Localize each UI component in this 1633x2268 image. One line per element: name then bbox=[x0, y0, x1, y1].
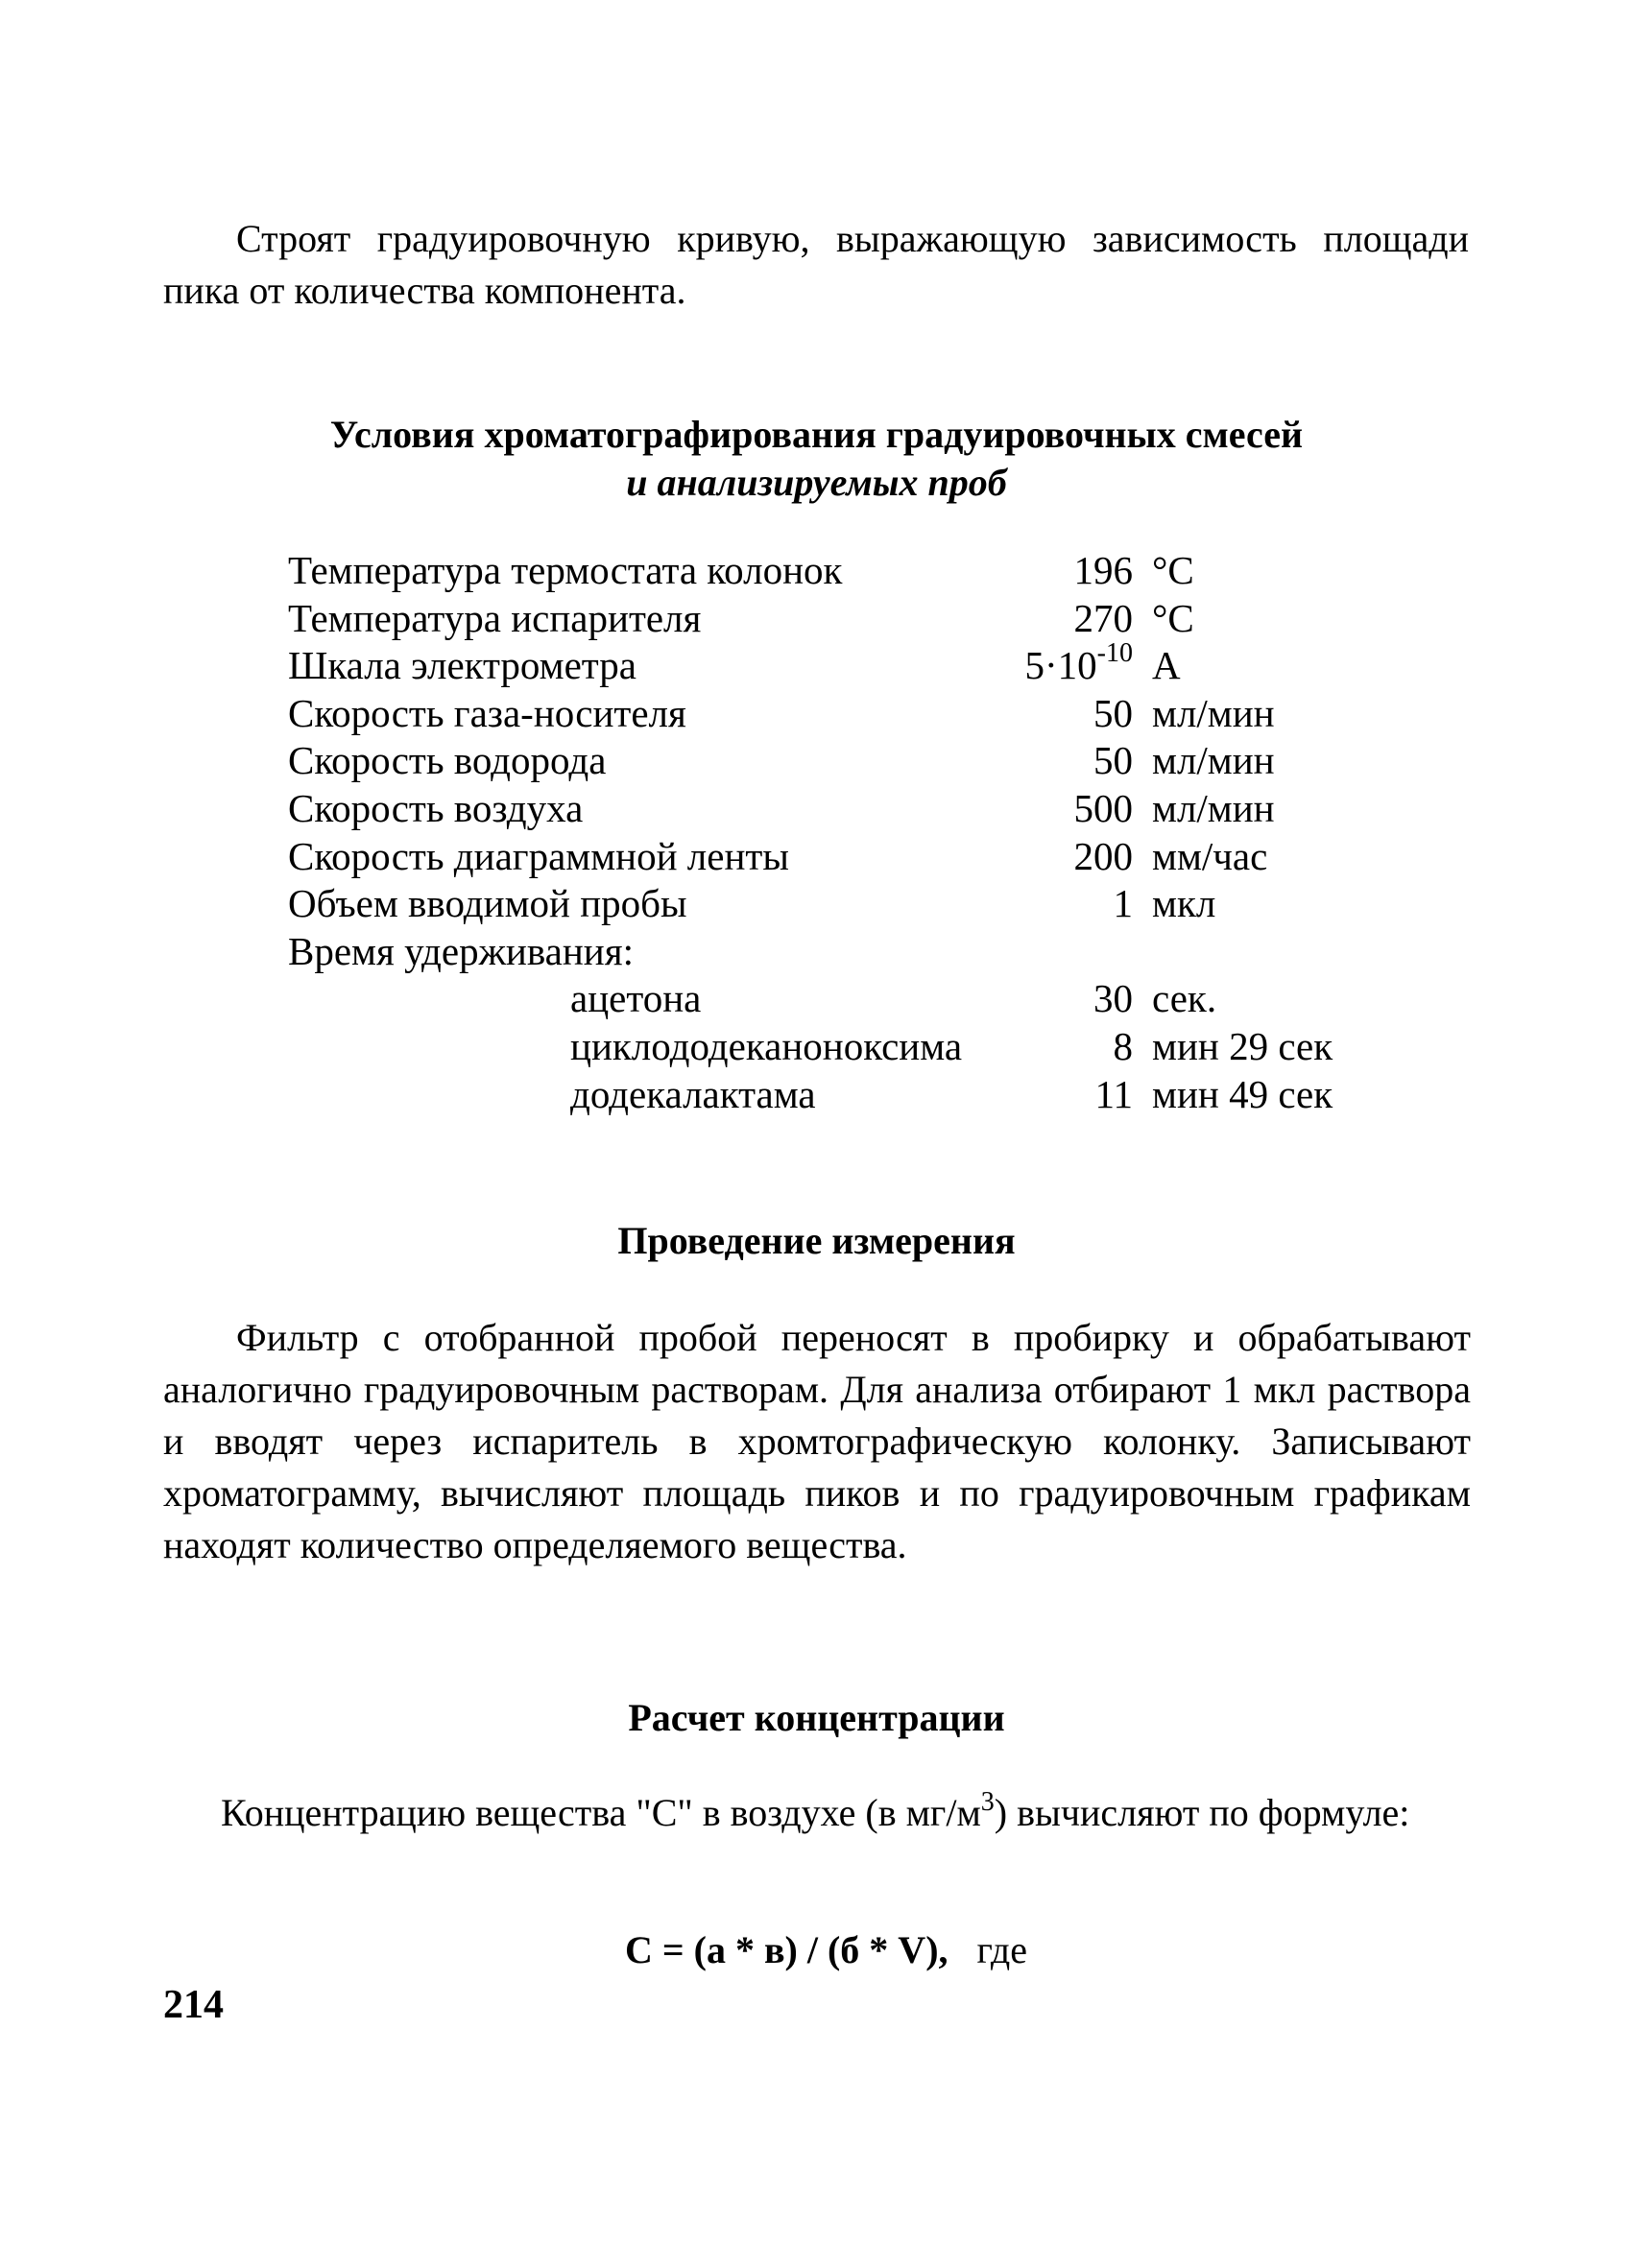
formula-where: где bbox=[976, 1928, 1028, 1971]
condition-value: 270 bbox=[1073, 595, 1133, 640]
condition-value: 11 bbox=[1094, 1071, 1133, 1116]
section3-text-exponent: 3 bbox=[980, 1787, 995, 1817]
condition-row bbox=[288, 1071, 1440, 1119]
condition-unit: А bbox=[1152, 643, 1181, 688]
section3-text-after: ) вычисляют по формуле: bbox=[994, 1791, 1410, 1834]
section2-title: Проведение измерения bbox=[617, 1219, 1016, 1262]
condition-row bbox=[288, 880, 1440, 928]
condition-label: Объем вводимой пробы bbox=[288, 881, 687, 926]
condition-value: 1 bbox=[1113, 881, 1133, 926]
condition-row bbox=[288, 975, 1440, 1023]
condition-unit: мин 49 сек bbox=[1152, 1071, 1333, 1116]
condition-value: 196 bbox=[1073, 548, 1133, 592]
condition-row bbox=[288, 928, 1440, 976]
condition-row bbox=[288, 1023, 1440, 1071]
page-number: 214 bbox=[163, 1983, 224, 2027]
condition-row bbox=[288, 547, 1440, 595]
condition-label: циклододеканоноксима bbox=[570, 1023, 963, 1068]
condition-label: ацетона bbox=[570, 976, 702, 1021]
condition-unit: мин 29 сек bbox=[1152, 1023, 1333, 1068]
section3-title: Расчет концентрации bbox=[628, 1696, 1005, 1739]
section2-paragraph: Фильтр с отобранной пробой переносят в пробирку и обрабатывают аналогично градуировочным растворам. Для анализа отбирают 1 мкл раствора и вводят через испаритель в хромтографическую колонку. Записывают хроматограмму, вычисляют площадь пиков и по градуировочным графикам находят количество определяемого вещества. bbox=[163, 1316, 1471, 1566]
condition-label: Температура термостата колонок bbox=[288, 548, 843, 592]
condition-unit: мм/час bbox=[1152, 833, 1268, 878]
condition-label: Скорость диаграммной ленты bbox=[288, 833, 789, 878]
formula bbox=[0, 1924, 1633, 1976]
condition-unit: мл/мин bbox=[1152, 785, 1275, 830]
section3-text-before: Концентрацию вещества "С" в воздухе (в мг/м bbox=[221, 1791, 981, 1834]
condition-label: Время удерживания: bbox=[288, 928, 634, 973]
condition-value: 50 bbox=[1093, 690, 1133, 735]
condition-row bbox=[288, 833, 1440, 881]
condition-row bbox=[288, 785, 1440, 833]
condition-label: Скорость водорода bbox=[288, 738, 607, 783]
condition-value bbox=[960, 638, 1133, 690]
condition-row bbox=[288, 737, 1440, 785]
intro-paragraph: Строят градуировочную кривую, выражающую зависимость площади пика от количества компонента. bbox=[163, 217, 1469, 312]
condition-label: Скорость воздуха bbox=[288, 785, 584, 830]
section1-title-line2: и анализируемых проб bbox=[626, 461, 1007, 504]
condition-row bbox=[288, 638, 1440, 690]
condition-unit: мл/мин bbox=[1152, 690, 1275, 735]
section1-title-line1: Условия хроматографирования градуировочных смесей bbox=[329, 413, 1304, 456]
condition-row bbox=[288, 690, 1440, 738]
condition-label: Скорость газа-носителя bbox=[288, 690, 686, 735]
condition-value: 200 bbox=[1073, 833, 1133, 878]
section3-paragraph bbox=[163, 1787, 1471, 1839]
condition-unit: °С bbox=[1152, 548, 1194, 592]
condition-label: додекалактама bbox=[570, 1071, 816, 1116]
condition-value: 50 bbox=[1093, 738, 1133, 783]
condition-unit: мл/мин bbox=[1152, 738, 1275, 783]
condition-value: 30 bbox=[1093, 976, 1133, 1021]
conditions-table bbox=[288, 547, 1440, 1118]
condition-label: Шкала электрометра bbox=[288, 643, 636, 688]
condition-value: 500 bbox=[1073, 785, 1133, 830]
condition-label: Температура испарителя bbox=[288, 595, 702, 640]
condition-unit: °С bbox=[1152, 595, 1194, 640]
condition-value: 8 bbox=[1113, 1023, 1133, 1068]
condition-unit: сек. bbox=[1152, 976, 1217, 1021]
condition-unit: мкл bbox=[1152, 881, 1216, 926]
value-base: 5·10 bbox=[1024, 643, 1097, 688]
condition-row bbox=[288, 595, 1440, 643]
value-exponent: -10 bbox=[1096, 638, 1133, 669]
formula-expression: С = (а * в) / (б * V), bbox=[624, 1928, 949, 1971]
